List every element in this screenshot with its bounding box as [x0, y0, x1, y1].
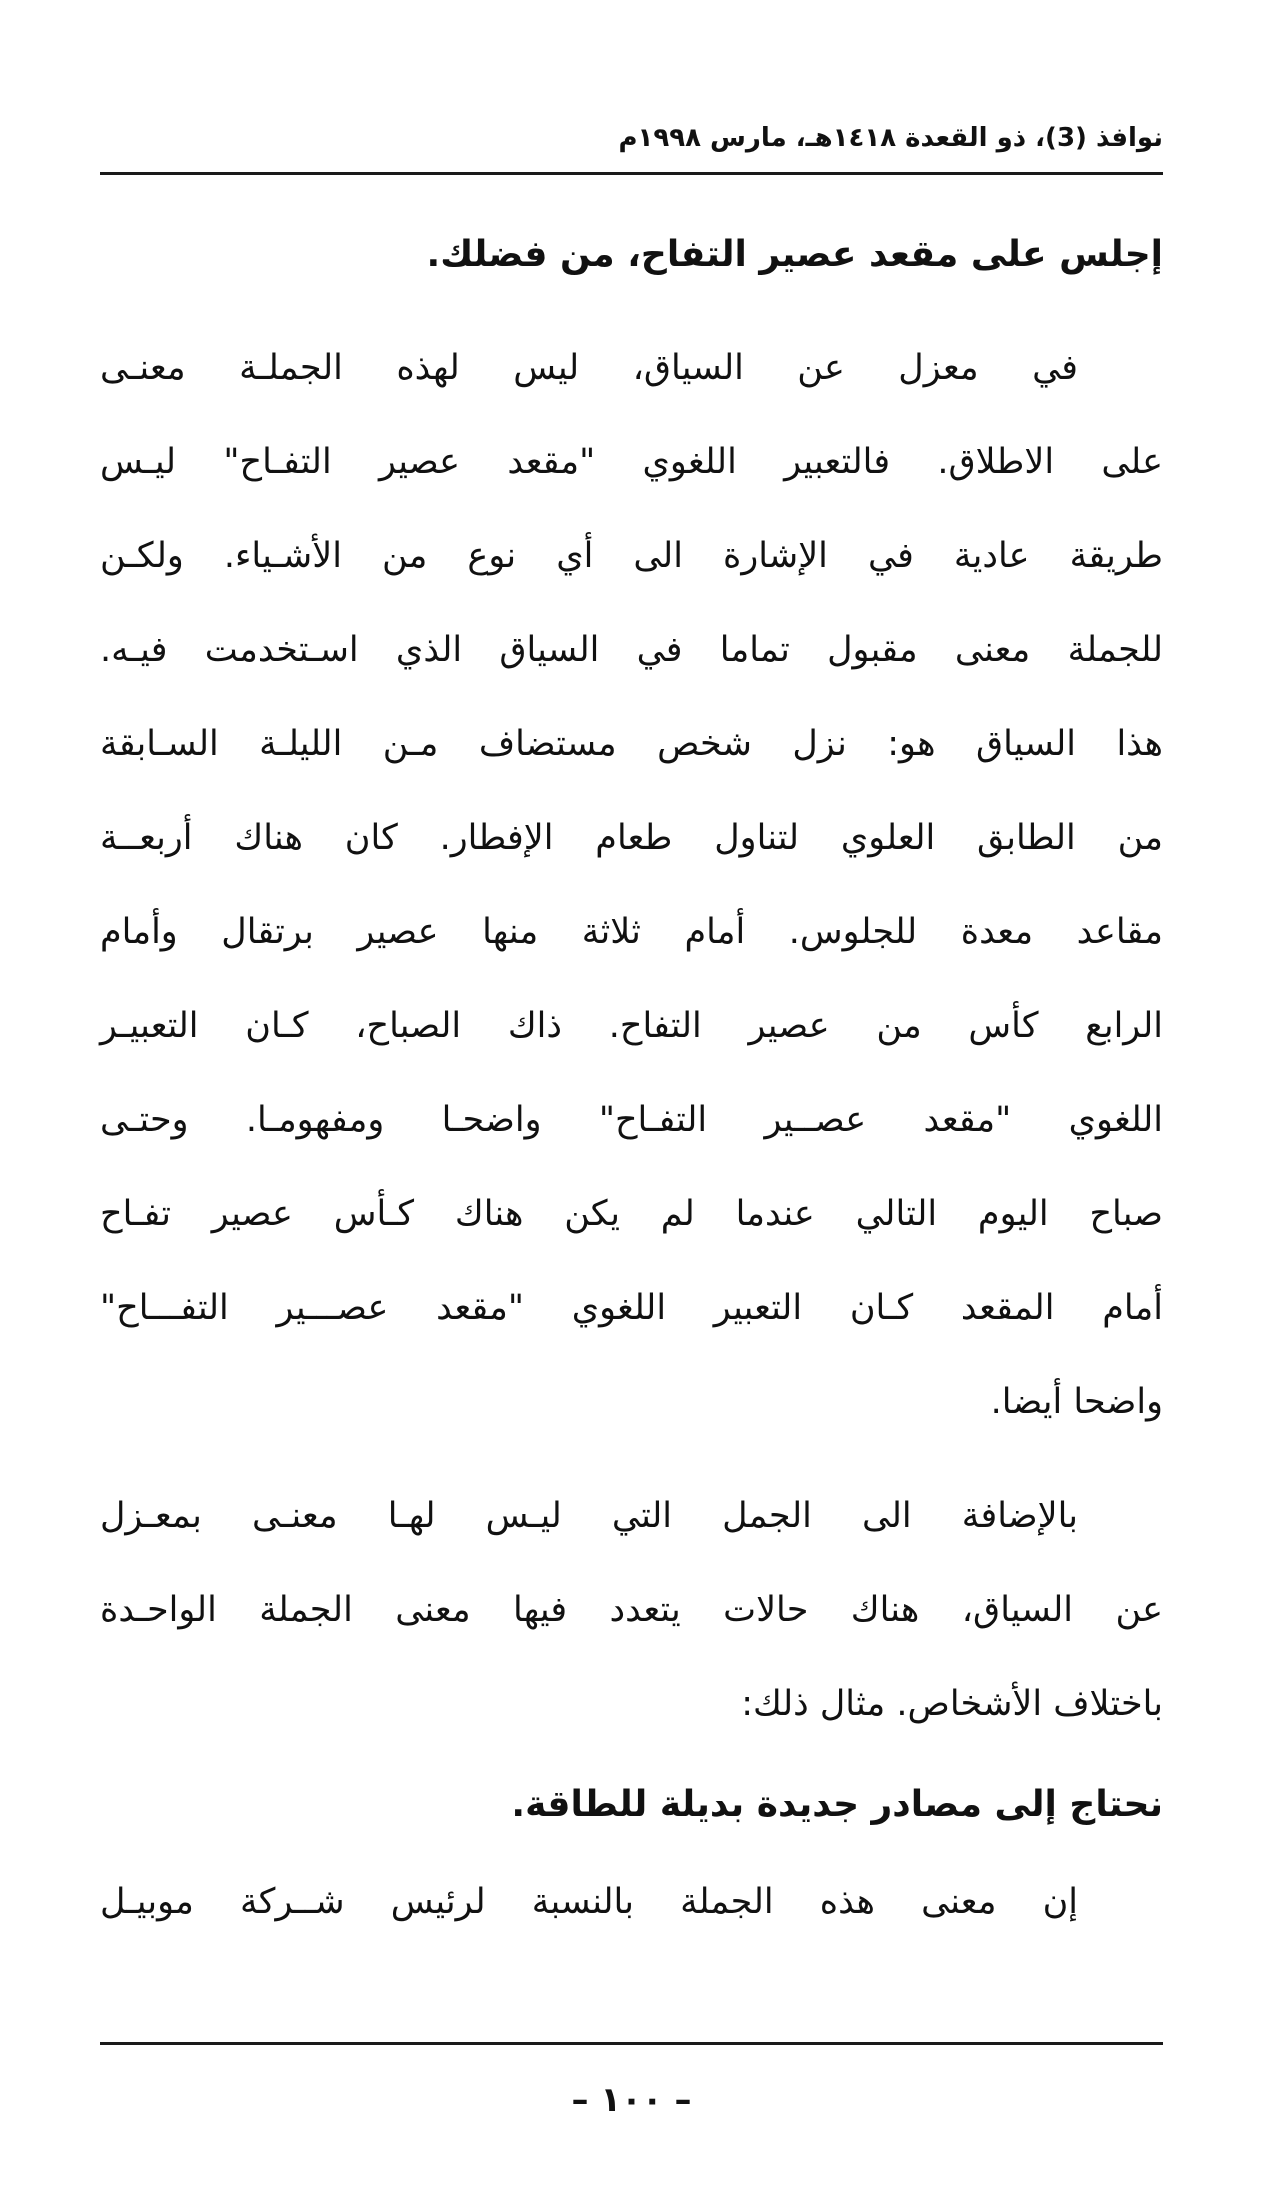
paragraph-2	[100, 1469, 1163, 1751]
running-header: نوافذ (3)، ذو القعدة ١٤١٨هـ، مارس ١٩٩٨م	[618, 123, 1163, 153]
paragraph-line: هذا السياق هو: نزل شخص مستضاف مـن الليلـة السـابقة	[100, 724, 1163, 764]
paragraph-line: بالإضافة الى الجمل التي ليـس لهـا معنـى بمعـزل	[100, 1496, 1078, 1536]
paragraph-line: أمام المقعد كـان التعبير اللغوي "مقعد عصـــير التفـــاح"	[100, 1288, 1163, 1328]
paragraph-line: باختلاف الأشخاص. مثال ذلك:	[741, 1684, 1163, 1724]
paragraph-line: إن معنى هذه الجملة بالنسبة لرئيس شــركة موبيـل	[100, 1882, 1078, 1922]
paragraph-line: على الاطلاق. فالتعبير اللغوي "مقعد عصير التفـاح" ليـس	[100, 442, 1163, 482]
page-body	[100, 225, 1163, 1949]
paragraph-line: اللغوي "مقعد عصــير التفـاح" واضحـا ومفهومـا. وحتـى	[100, 1100, 1163, 1140]
paragraph-line: صباح اليوم التالي عندما لم يكن هناك كـأس عصير تفـاح	[100, 1194, 1163, 1234]
example-sentence-1: إجلس على مقعد عصير التفاح، من فضلك.	[426, 234, 1163, 275]
paragraph-line: واضحا أيضا.	[990, 1382, 1163, 1422]
paragraph-1	[100, 321, 1163, 1449]
page-number: – ١٠٠ –	[571, 2080, 692, 2120]
paragraph-3	[100, 1855, 1163, 1949]
paragraph-line: مقاعد معدة للجلوس. أمام ثلاثة منها عصير برتقال وأمام	[100, 912, 1163, 952]
example-sentence-2: نحتاج إلى مصادر جديدة بديلة للطاقة.	[511, 1784, 1163, 1825]
paragraph-line: طريقة عادية في الإشارة الى أي نوع من الأشـياء. ولكـن	[100, 536, 1163, 576]
paragraph-line: عن السياق، هناك حالات يتعدد فيها معنى الجملة الواحـدة	[100, 1590, 1163, 1630]
paragraph-line: الرابع كأس من عصير التفاح. ذاك الصباح، كـان التعبيـر	[100, 1006, 1163, 1046]
header-rule	[100, 172, 1163, 175]
paragraph-line: للجملة معنى مقبول تماما في السياق الذي اسـتخدمت فيـه.	[100, 630, 1163, 670]
footer-rule	[100, 2042, 1163, 2045]
paragraph-line: في معزل عن السياق، ليس لهذه الجملـة معنـى	[100, 348, 1078, 388]
paragraph-line: من الطابق العلوي لتناول طعام الإفطار. كان هناك أربعــة	[100, 818, 1163, 858]
